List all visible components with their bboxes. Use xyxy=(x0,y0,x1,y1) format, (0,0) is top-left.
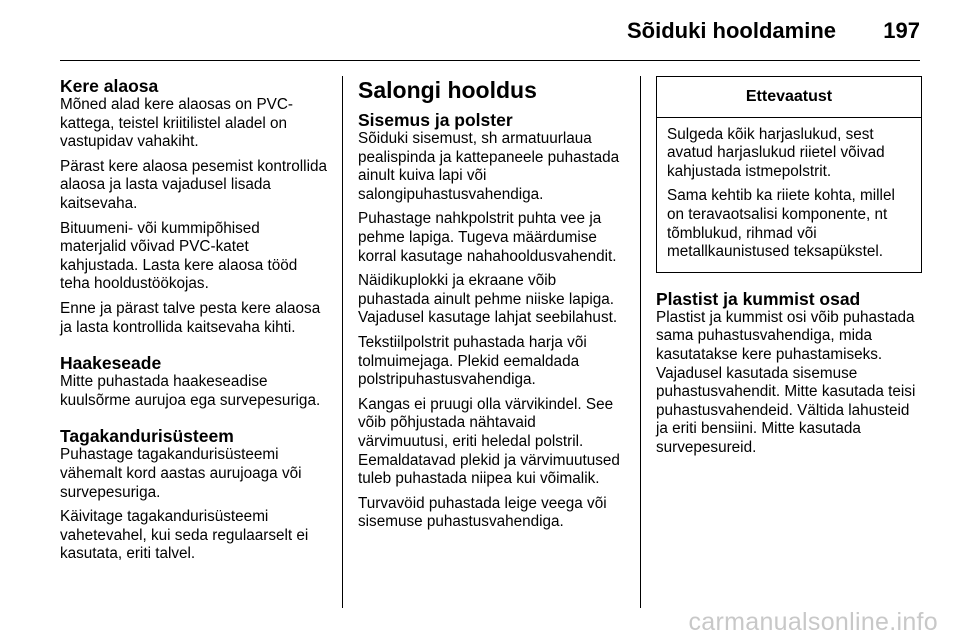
heading-haakeseade: Haakeseade xyxy=(60,353,162,374)
paragraph: Tekstiilpolstrit puhastada harja või tolmuimejaga. Plekid eemaldada polstripuhastusvahendiga. xyxy=(358,333,587,389)
paragraph: Turvavöid puhastada leige veega või sisemuse puhastusvahendiga. xyxy=(358,494,607,531)
paragraph: Mitte puhastada haakeseadise kuulsõrme aurujoa ega survepesuriga. xyxy=(60,373,321,409)
column-middle xyxy=(358,76,628,538)
paragraph: Puhastage nahkpolstrit puhta vee ja pehme lapiga. Tugeva määrdumise korral kasutage nahahooldusvahendit. xyxy=(358,210,617,265)
heading-sisemus-ja-polster: Sisemus ja polster xyxy=(358,110,513,130)
warning-box xyxy=(656,76,922,273)
paragraph: Bituumeni- või kummipõhised materjalid võivad PVC-katet kahjustada. Lasta kere alaosa tööd teha hooldustöökojas. xyxy=(60,219,298,293)
warning-paragraph: Sama kehtib ka riiete kohta, millel on teravaotsalisi komponente, nt tõmblukud, rihmad või metallkaunistused teksapükstel. xyxy=(667,187,895,261)
paragraph: Mõned alad kere alaosas on PVC-kattega, teistel kriitilistel aladel on vastupidav vahakiht. xyxy=(60,96,293,151)
page-header xyxy=(0,0,960,60)
column-divider xyxy=(342,76,343,608)
paragraph: Kangas ei pruugi olla värvikindel. See võib põhjustada nähtavaid värvimuutusi, eriti heledal polstril. Eemaldatavad plekid ja värvimuutused tuleb puhastada niipea kui võimalik. xyxy=(358,395,620,488)
paragraph: Käivitage tagakandurisüsteemi vahetevahel, kui seda regulaarselt ei kasutata, eriti talvel. xyxy=(60,508,309,563)
warning-title: Ettevaatust xyxy=(657,77,921,118)
heading-plastist-ja-kummist-osad: Plastist ja kummist osad xyxy=(656,288,861,309)
warning-body xyxy=(657,118,921,272)
paragraph: Sõiduki sisemust, sh armatuurlaua pealispinda ja kattepaneele puhastada ainult kuiva lapi või salongipuhastusvahendiga. xyxy=(358,130,620,203)
column-left xyxy=(60,76,330,570)
column-divider xyxy=(640,76,641,608)
paragraph: Enne ja pärast talve pesta kere alaosa ja lasta kontrollida kaitsevaha kihti. xyxy=(60,299,321,336)
heading-salongi-hooldus: Salongi hooldus xyxy=(358,77,537,103)
watermark: carmanualsonline.info xyxy=(688,608,938,636)
paragraph: Puhastage tagakandurisüsteemi vähemalt kord aastas aurujoaga või survepesuriga. xyxy=(60,446,302,501)
page-number: 197 xyxy=(883,18,920,43)
paragraph: Pärast kere alaosa pesemist kontrollida alaosa ja lasta vajadusel lisada kaitsevaha. xyxy=(60,157,327,212)
heading-tagakandurisusteem: Tagakandurisüsteem xyxy=(60,426,234,447)
header-rule xyxy=(60,60,920,61)
heading-kere-alaosa: Kere alaosa xyxy=(60,76,159,96)
warning-paragraph: Sulgeda kõik harjaslukud, sest avatud harjaslukud riietel võivad kahjustada istmepolstrit. xyxy=(667,125,885,180)
paragraph: Plastist ja kummist osi võib puhastada sama puhastusvahendiga, mida kasutatakse kere puhastamiseks. Vajadusel kasutada sisemuse puhastusvahendit. Mitte kasutada teisi puhastusvahendeid. Vältida lahusteid ja eriti bensiini. Mitte kasutada survepesureid. xyxy=(656,308,916,456)
column-right xyxy=(656,76,922,464)
chapter-title: Sõiduki hooldamine xyxy=(626,18,836,43)
paragraph: Näidikuplokki ja ekraane võib puhastada ainult pehme niiske lapiga. Vajadusel kasutage lahjat seebilahust. xyxy=(358,272,618,327)
